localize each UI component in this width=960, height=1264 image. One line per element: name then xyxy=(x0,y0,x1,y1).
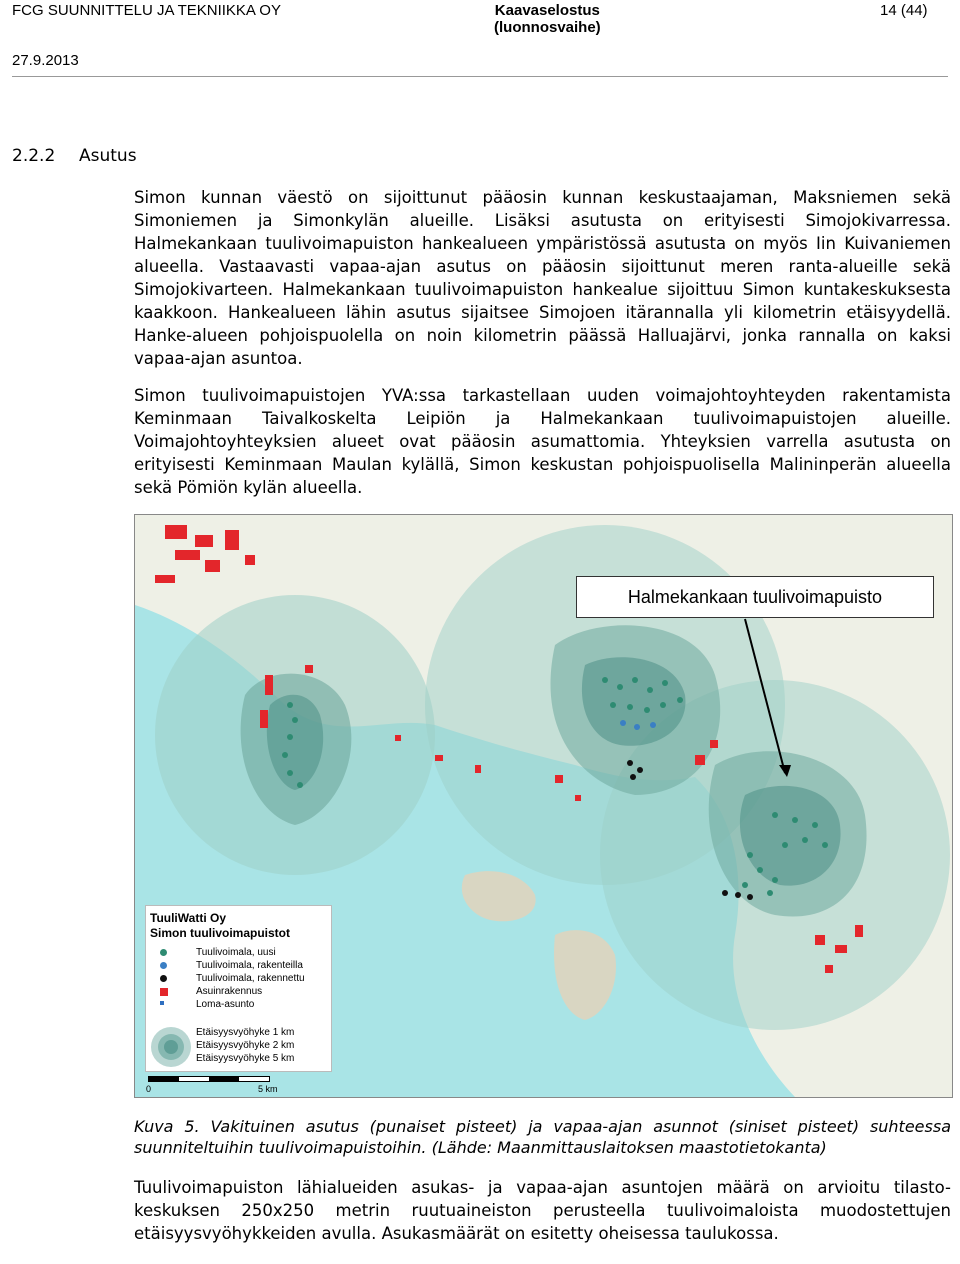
section-number: 2.2.2 xyxy=(12,146,56,166)
legend-item: Tuulivoimala, uusi xyxy=(196,947,276,958)
document-date: 27.9.2013 xyxy=(12,52,79,69)
document-title: Kaavaselostus (luonnosvaihe) xyxy=(494,2,601,36)
scale-end: 5 km xyxy=(258,1084,278,1094)
figure-caption: Kuva 5. Vakituinen asutus (punaiset pisteet) ja vapaa-ajan asunnot (siniset pisteet) suhteessa suunniteltuihin tuulivoimapuistoihin. (Lähde: Maanmittauslaitoksen maastotietokanta) xyxy=(134,1117,951,1157)
page-header xyxy=(0,0,960,80)
distance-zones-icon xyxy=(150,1026,192,1068)
body-paragraph: Tuulivoimapuiston lähialueiden asukas- ja vapaa-ajan asuntojen määrä on arvioitu tilasto-keskuksen 250x250 metrin ruutuaineiston perusteella tuulivoimaloista muodostettujen etäisyysvyöhykkeiden avulla. Asukasmäärät on esitetty oheisessa taulukossa. xyxy=(134,1178,951,1243)
map-scale-bar xyxy=(146,1076,286,1094)
body-paragraph: Simon tuulivoimapuistojen YVA:ssa tarkastellaan uuden voimajohtoyhteyden rakentamista Keminmaan Taivalkoskelta Leipiön ja Halmekankaan tuulivoimapuistojen alueille. Voimajohtoyhteyksien alueet ovat pääosin asumattomia. Yhteyksien varrella asutusta on erityisesti Keminmaan Maulan kylällä, Simon keskustan pohjoispuolisella Malininperän alueella sekä Pömiön kylän alueella. xyxy=(134,386,951,497)
map-legend xyxy=(145,905,332,1072)
section-title: Asutus xyxy=(79,146,137,166)
turbine-new-icon xyxy=(160,949,167,956)
header-divider xyxy=(12,76,948,77)
company-name: FCG SUUNNITTELU JA TEKNIIKKA OY xyxy=(12,2,281,19)
legend-item: Etäisyysvyöhyke 1 km xyxy=(196,1027,295,1038)
body-paragraph: Simon kunnan väestö on sijoittunut pääosin kunnan keskustaajaman, Maksniemen sekä Simoniemen ja Simonkylän alueille. Lisäksi asutusta on erityisesti Simojokivarressa. Halmekankaan tuulivoimapuiston hankealueen ympäristössä asutusta on myös Iin Kuivaniemen alueella. Vastaavasti vapaa-ajan asutus on pääosin sijoittunut meren ranta-alueille sekä Simojokivarteen. Halmekankaan tuulivoimapuiston hankealue sijoittuu Simon kuntakeskuksesta kaakkoon. Hankealueen lähin asutus sijaitsee Simojoen itärannalla yli kilometrin etäisyydellä. Hanke-alueen pohjoispuolella on noin kilometrin päässä Halluajärvi, jonka rannalla on kaksi vapaa-ajan asuntoa. xyxy=(134,188,951,368)
legend-item: Etäisyysvyöhyke 2 km xyxy=(196,1040,295,1051)
turbine-built-icon xyxy=(160,975,167,982)
residence-icon xyxy=(160,988,168,996)
legend-title: TuuliWatti Oy xyxy=(150,911,226,925)
legend-item: Asuinrakennus xyxy=(196,986,263,997)
scale-bar-graphic xyxy=(148,1076,270,1082)
park-callout-label: Halmekankaan tuulivoimapuisto xyxy=(576,576,934,618)
legend-item: Tuulivoimala, rakenteilla xyxy=(196,960,303,971)
holiday-home-icon xyxy=(160,1001,164,1005)
legend-item: Etäisyysvyöhyke 5 km xyxy=(196,1053,295,1064)
turbine-under-construction-icon xyxy=(160,962,167,969)
legend-item: Loma-asunto xyxy=(196,999,255,1010)
page-number: 14 (44) xyxy=(880,2,928,19)
legend-item: Tuulivoimala, rakennettu xyxy=(196,973,305,984)
section-heading xyxy=(12,146,137,166)
scale-start: 0 xyxy=(146,1084,152,1094)
legend-subtitle: Simon tuulivoimapuistot xyxy=(150,926,290,940)
